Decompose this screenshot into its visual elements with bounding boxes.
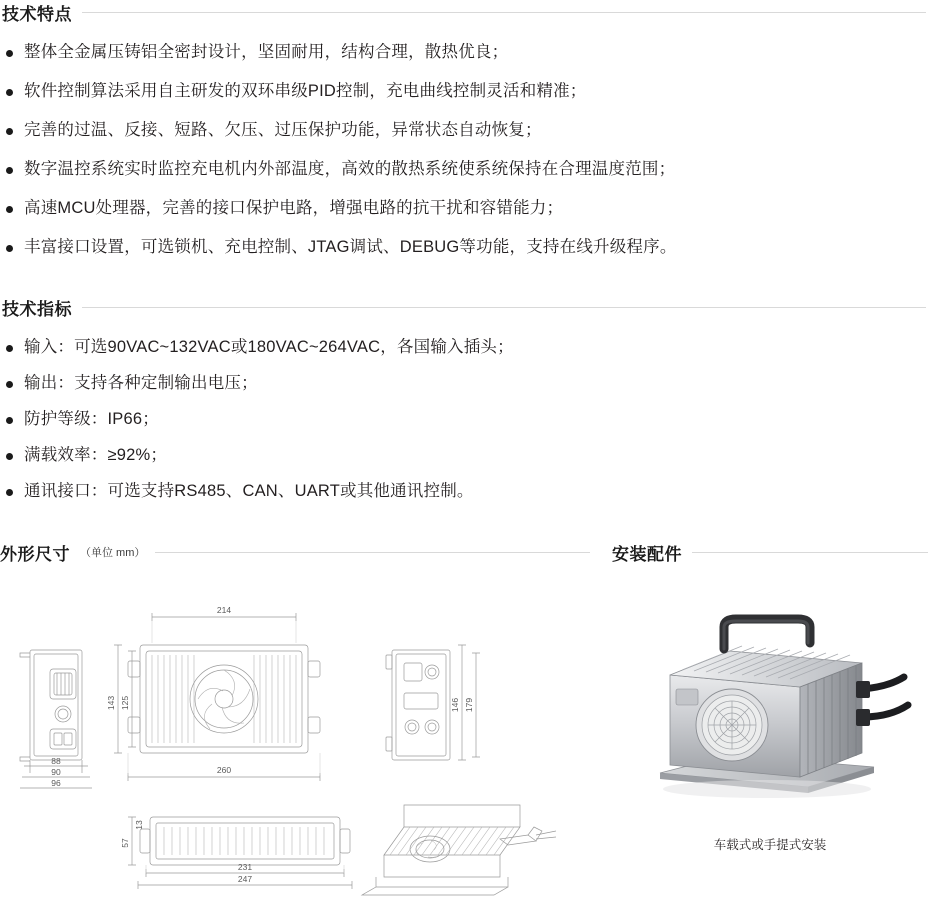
list-item: 输出：支持各种定制输出电压；	[0, 372, 928, 396]
dim-label-left-b: 90	[51, 767, 61, 777]
accessory-photo-area	[612, 577, 928, 907]
dimension-drawing-svg	[0, 577, 590, 907]
list-item: 丰富接口设置，可选锁机、充电控制、JTAG调试、DEBUG等功能，支持在线升级程序。	[0, 236, 914, 260]
accessories-title: 安装配件	[612, 545, 682, 564]
accessory-caption: 车载式或手提式安装	[713, 838, 827, 852]
dim-label-plan-width-outer: 247	[237, 874, 253, 884]
dimensions-title: 外形尺寸	[0, 545, 70, 564]
front-view	[114, 613, 320, 781]
list-item: 数字温控系统实时监控充电机内外部温度，高效的散热系统使系统保持在合理温度范围；	[0, 158, 914, 182]
features-heading	[0, 0, 926, 25]
dim-label-left-a: 88	[51, 756, 61, 766]
dimensions-unit-note: （单位 mm）	[80, 547, 146, 559]
dim-label-left-c: 96	[51, 778, 61, 788]
charger-product-photo	[612, 577, 928, 827]
list-item: 整体全金属压铸铝全密封设计，坚固耐用，结构合理，散热优良；	[0, 41, 914, 65]
fan-grille	[696, 689, 768, 761]
heading-divider	[692, 552, 928, 553]
features-section	[0, 0, 928, 275]
list-item: 满载效率：≥92%；	[0, 444, 928, 468]
dim-label-top-width: 214	[216, 605, 232, 615]
dimensions-section	[0, 540, 590, 907]
heading-divider	[82, 12, 926, 13]
specs-heading	[0, 295, 926, 320]
list-item: 高速MCU处理器，完善的接口保护电路，增强电路的抗干扰和容错能力；	[0, 197, 914, 221]
charger-body	[670, 646, 862, 777]
features-title: 技术特点	[2, 5, 72, 24]
specs-section	[0, 295, 928, 516]
list-item: 完善的过温、反接、短路、欠压、过压保护功能，异常状态自动恢复；	[0, 119, 914, 143]
list-item: 软件控制算法采用自主研发的双环串级PID控制，充电曲线控制灵活和精准；	[0, 80, 914, 104]
list-item: 输入：可选90VAC~132VAC或180VAC~264VAC，各国输入插头；	[0, 336, 928, 360]
features-list	[0, 41, 928, 260]
isometric-view	[362, 805, 556, 895]
specs-title: 技术指标	[2, 300, 72, 319]
dim-label-plan-width-inner: 231	[237, 862, 253, 872]
heading-divider	[82, 307, 926, 308]
dimension-drawing	[0, 577, 590, 907]
dim-label-front-height-left: 143	[106, 695, 116, 711]
heading-divider	[155, 552, 590, 553]
dim-label-plan-small: 13	[134, 820, 144, 830]
accessories-heading	[612, 540, 928, 565]
dim-label-front-height-inner: 125	[120, 695, 130, 711]
dimensions-heading	[0, 540, 590, 565]
dim-label-right-height: 146	[450, 697, 460, 713]
dim-label-plan-height: 57	[120, 838, 130, 848]
dim-label-bottom-width: 260	[216, 765, 232, 775]
dim-label-right-width: 179	[464, 697, 474, 713]
specs-list	[0, 336, 928, 504]
list-item: 通讯接口：可选支持RS485、CAN、UART或其他通讯控制。	[0, 480, 928, 504]
carry-handle	[724, 619, 810, 649]
list-item: 防护等级：IP66；	[0, 408, 928, 432]
accessories-section	[612, 540, 928, 907]
